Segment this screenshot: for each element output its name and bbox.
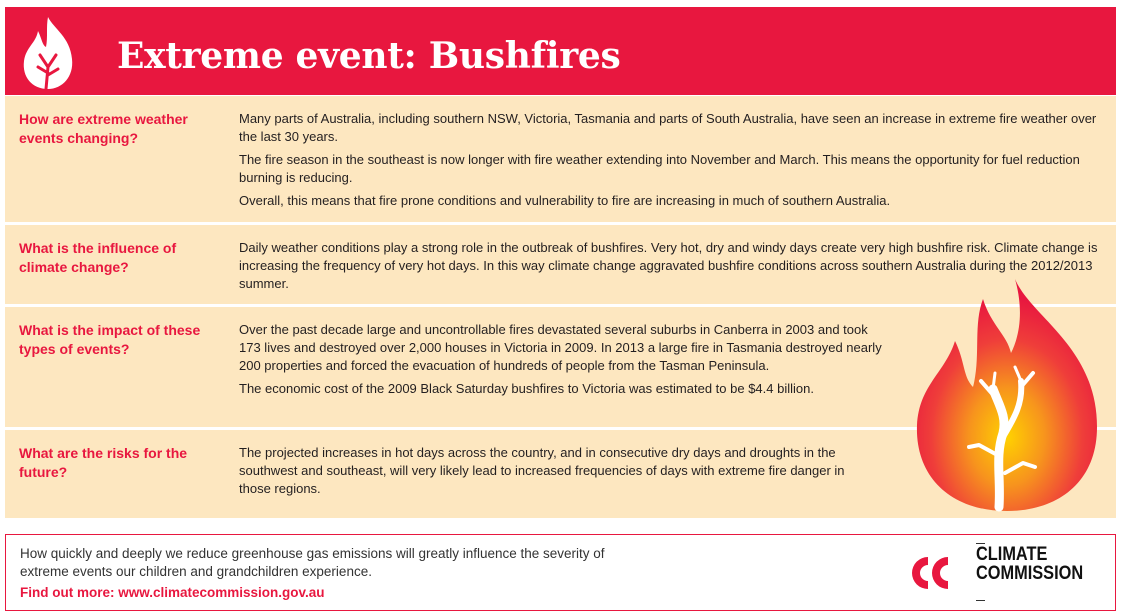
climate-commission-logo-icon	[912, 555, 952, 591]
question-label: What is the influence of climate change?	[19, 240, 177, 275]
burning-tree-flame-icon	[911, 277, 1101, 513]
answer-block	[239, 110, 1107, 215]
flame-tree-icon	[18, 15, 78, 91]
answer-paragraph: The economic cost of the 2009 Black Saturday bushfires to Victoria was estimated to be $4.4 billion.	[239, 381, 814, 396]
answer-paragraph: Overall, this means that fire prone conditions and vulnerability to fire are increasing in much of southern Australia.	[239, 193, 891, 208]
qa-row-changing	[5, 96, 1116, 222]
answer-block	[239, 444, 879, 503]
answer-block	[239, 321, 891, 403]
answer-paragraph: Many parts of Australia, including southern NSW, Victoria, Tasmania and parts of South Australia, have seen an increase in extreme fire weather over the last 30 years.	[239, 111, 1097, 144]
more-info-link[interactable]: Find out more: www.climatecommission.gov.au	[20, 585, 325, 600]
org-name-line-2: COMMISSION	[976, 563, 1084, 584]
organisation-name	[976, 545, 1096, 583]
question-label: What are the risks for the future?	[19, 445, 188, 480]
footer-box	[5, 534, 1116, 611]
question-label: How are extreme weather events changing?	[19, 111, 188, 146]
answer-paragraph: Daily weather conditions play a strong role in the outbreak of bushfires. Very hot, dry and windy days create very high bushfire risk. Climate change is increasing the frequency of very hot days. In this way climate change aggravated bushfire conditions across southern Australia during the 2012/2013 summer.	[239, 240, 1098, 291]
answer-paragraph: The fire season in the southeast is now longer with fire weather extending into November and March. This means the opportunity for fuel reduction burning is reducing.	[239, 152, 1080, 185]
header-banner	[5, 7, 1116, 95]
question-label: What is the impact of these types of events?	[19, 322, 201, 357]
logo-tick-bottom	[976, 600, 985, 601]
answer-paragraph: Over the past decade large and uncontrollable fires devastated several suburbs in Canberra in 2003 and took 173 lives and destroyed over 2,000 houses in Victoria in 2009. In 2013 a large fire in Tasmania destroyed nearly 200 properties and forced the evacuation of hundreds of people from the Tasman Peninsula.	[239, 322, 882, 373]
org-name-line-1: CLIMATE	[976, 544, 1048, 565]
footer-message: How quickly and deeply we reduce greenhouse gas emissions will greatly influence the severity of extreme events our children and grandchildren experience.	[20, 546, 605, 579]
page-title: Extreme event: Bushfires	[117, 35, 621, 77]
answer-paragraph: The projected increases in hot days across the country, and in consecutive dry days and droughts in the southwest and southeast, will very likely lead to increased frequencies of days with extreme fire danger in those regions.	[239, 445, 845, 496]
